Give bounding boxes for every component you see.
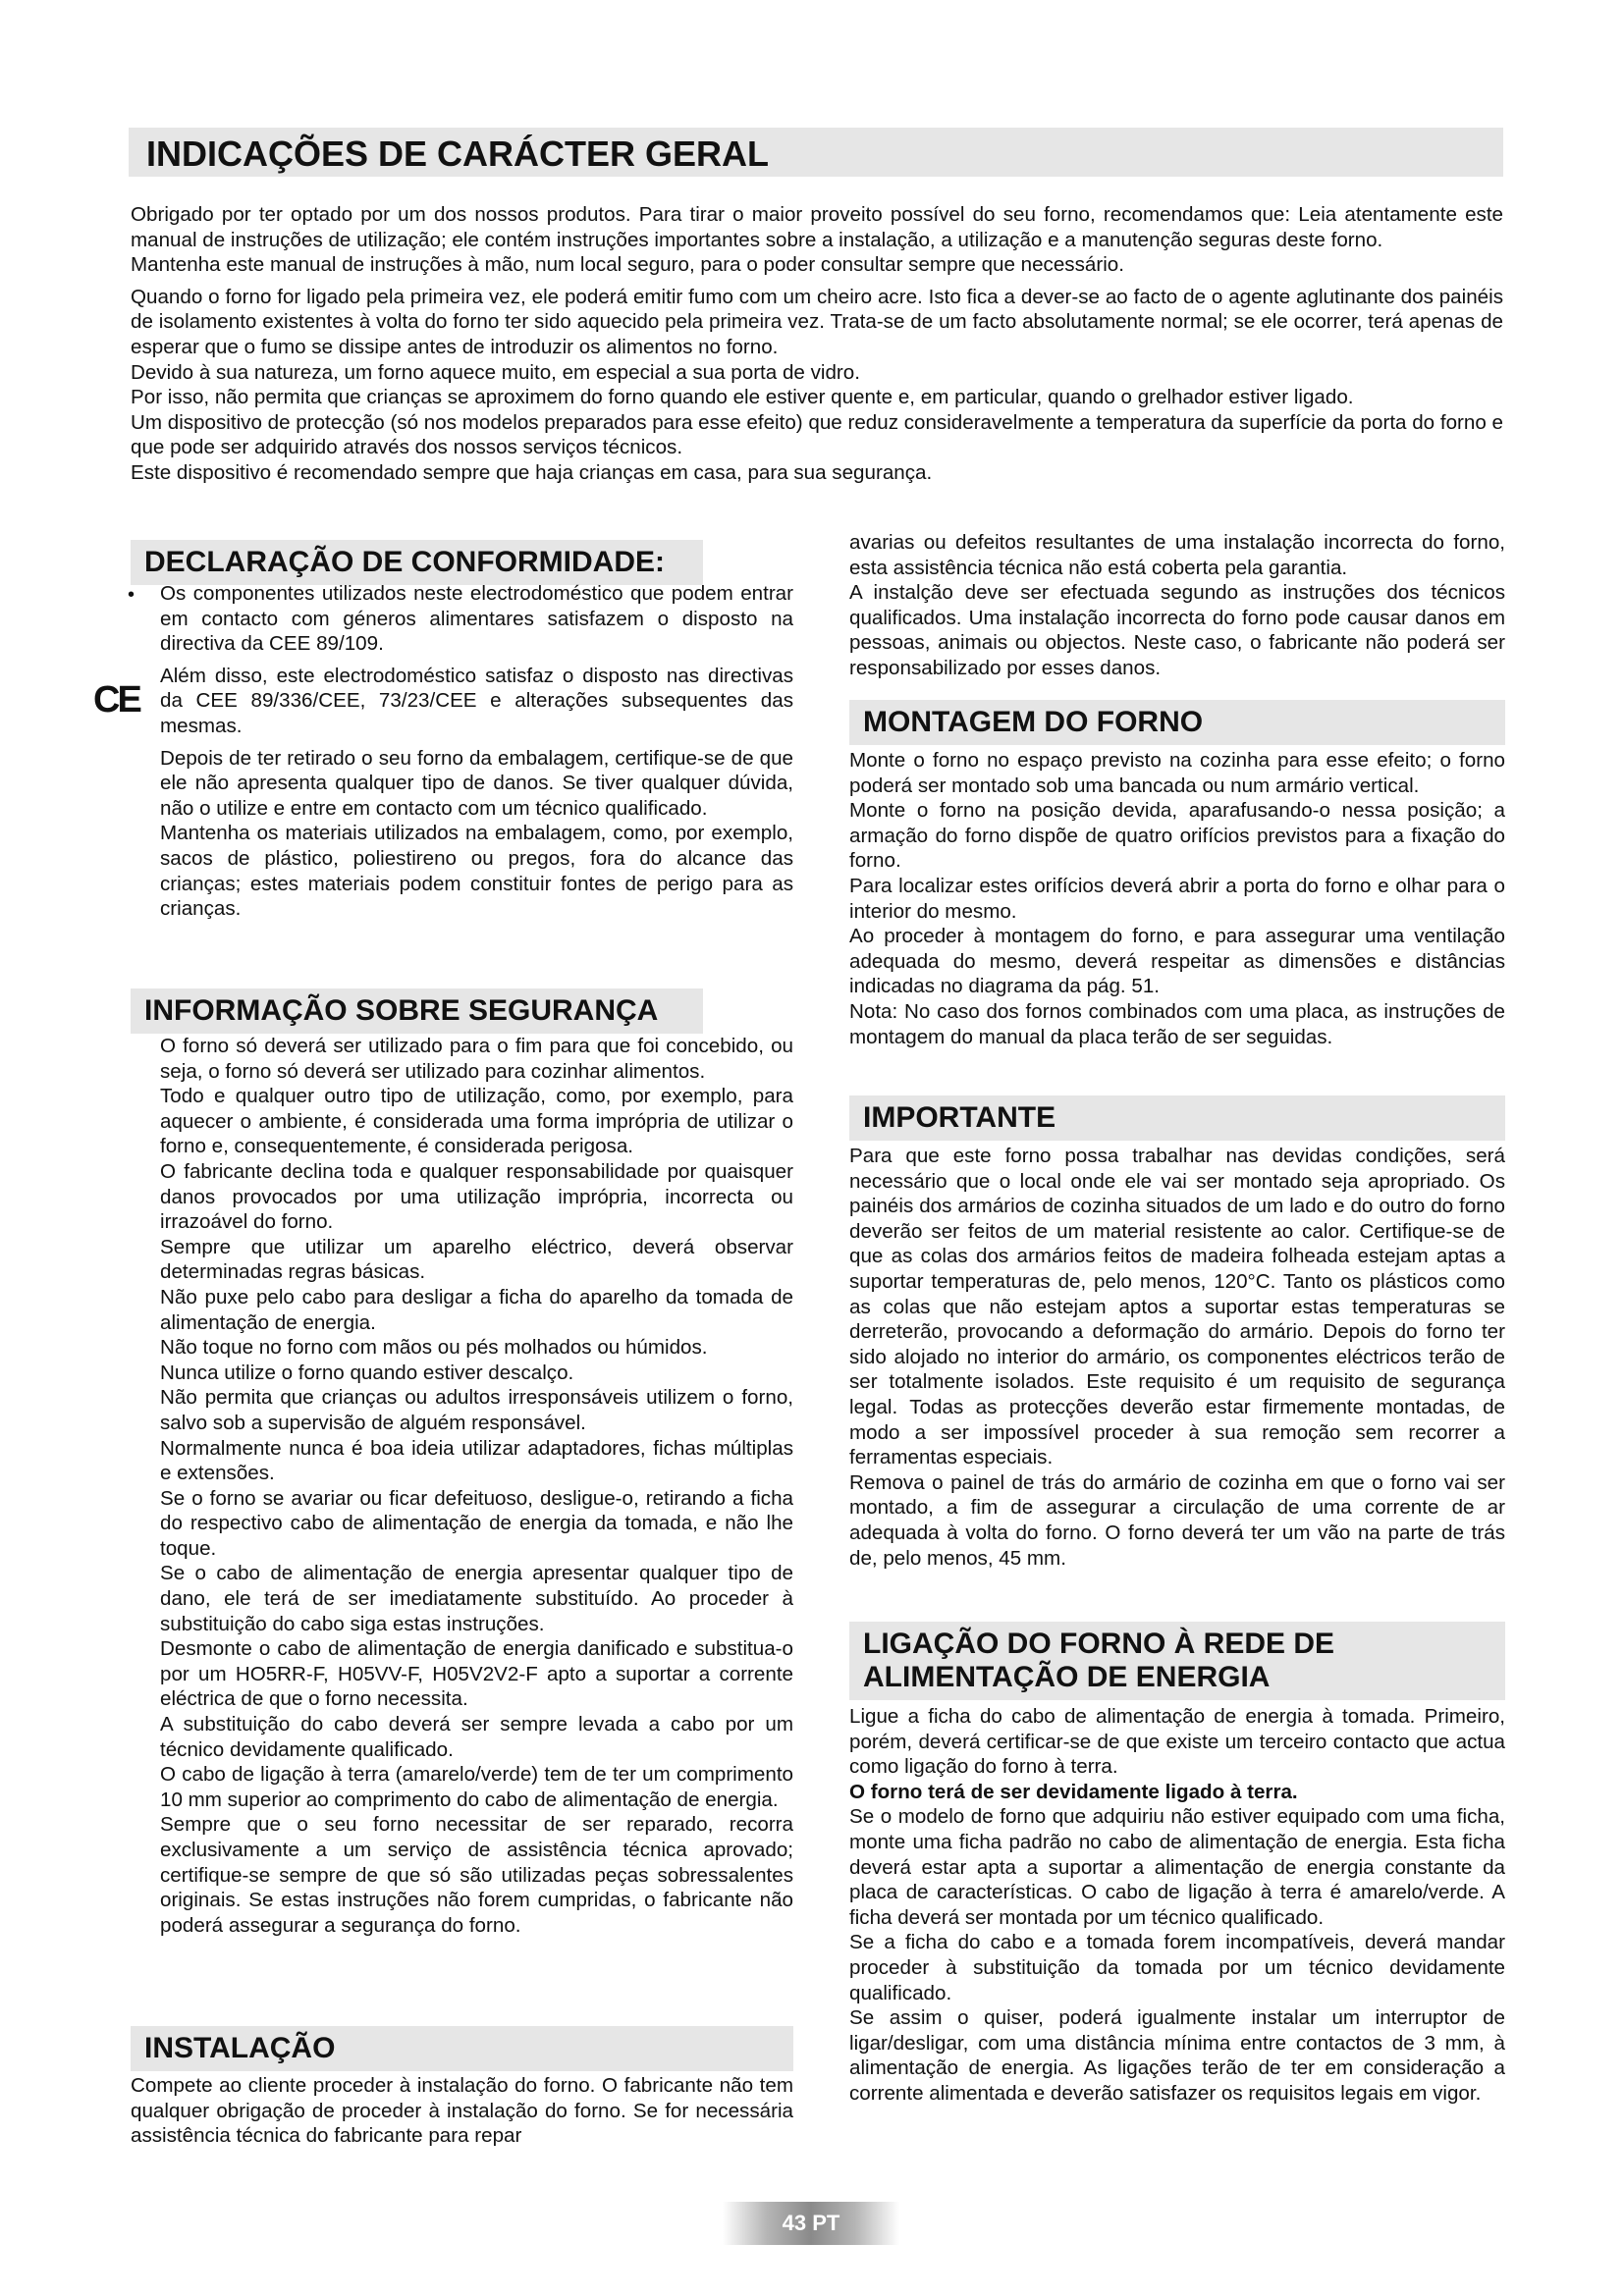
montagem-heading: MONTAGEM DO FORNO	[849, 700, 1505, 745]
ligacao-heading-line-2: ALIMENTAÇÃO DE ENERGIA	[863, 1661, 1271, 1693]
informacao-paragraph: Sempre que o seu forno necessitar de ser reparado, recorra exclusivamente a um serviço de assistência técnica aprovado; certifique-se sempre de que só são utilizadas peças sobressalentes originais. Se estas instruções não forem cumpridas, o fabricante não poderá assegurar a segurança do forno.	[160, 1813, 793, 1937]
montagem-paragraph: Nota: No caso dos fornos combinados com uma placa, as instruções de montagem do manual da placa terão de ser seguidas.	[849, 999, 1505, 1048]
informacao-heading: INFORMAÇÃO SOBRE SEGURANÇA	[131, 988, 703, 1034]
informacao-paragraph: Todo e qualquer outro tipo de utilização, como, por exemplo, para aquecer o ambiente, é considerada uma forma imprópria de utilizar o forno e, consequentemente, é considerada perigosa.	[160, 1085, 793, 1158]
right-top-paragraph: avarias ou defeitos resultantes de uma instalação incorrecta do forno, esta assistência técnica não está coberta pela garantia.	[849, 531, 1505, 579]
ce-mark-icon: CE	[93, 679, 139, 721]
declaracao-paragraph: Depois de ter retirado o seu forno da embalagem, certifique-se de que ele não apresenta qualquer tipo de danos. Se tiver qualquer dúvida, não o utilize e entre em contacto com um técnico qualificado.	[160, 746, 793, 820]
ligacao-paragraph: Se assim o quiser, poderá igualmente instalar um interruptor de ligar/desligar, com uma distância mínima entre contactos de 3 mm, à alimentação de energia. As ligações terão de ter em consideração a corrente alimentada e deverão satisfazer os requisitos legais em vigor.	[849, 2006, 1505, 2105]
page-number: 43 PT	[723, 2202, 899, 2245]
importante-section	[849, 1144, 1505, 1571]
montagem-section	[849, 748, 1505, 1049]
ligacao-paragraph: Se o modelo de forno que adquiriu não estiver equipado com uma ficha, monte uma ficha padrão no cabo de alimentação de energia. Esta ficha deverá estar apta a suportar a alimentação de energia constante da placa de características. O cabo de ligação à terra é amarelo/verde. A ficha deverá ser montada por um técnico qualificado.	[849, 1805, 1505, 1929]
informacao-paragraph: Nunca utilize o forno quando estiver descalço.	[160, 1361, 574, 1384]
montagem-paragraph: Monte o forno na posição devida, aparafusando-o nessa posição; a armação do forno dispõe de quatro orifícios previstos para a fixação do forno.	[849, 799, 1505, 873]
informacao-paragraph: O forno só deverá ser utilizado para o fim para que foi concebido, ou seja, o forno só deverá ser utilizado para cozinhar alimentos.	[160, 1035, 793, 1083]
intro-paragraph: Quando o forno for ligado pela primeira vez, ele poderá emitir fumo com um cheiro acre. Isto fica a dever-se ao facto de o agente aglutinante dos painéis de isolamento existentes à volta do forno ter sido aquecido pela primeira vez. Trata-se de um facto absolutamente normal; se ele ocorrer, terá apenas de esperar que o fumo se dissipe antes de introduzir os alimentos no forno.	[131, 285, 1503, 358]
montagem-paragraph: Ao proceder à montagem do forno, e para assegurar uma ventilação adequada do mesmo, deverá respeitar as dimensões e distâncias indicadas no diagrama da pág. 51.	[849, 925, 1505, 998]
informacao-paragraph: Não permita que crianças ou adultos irresponsáveis utilizem o forno, salvo sob a supervisão de alguém responsável.	[160, 1386, 793, 1434]
right-top-section	[849, 530, 1505, 681]
informacao-paragraph: A substituição do cabo deverá ser sempre levada a cabo por um técnico devidamente qualificado.	[160, 1713, 793, 1761]
ligacao-heading-line-1: LIGAÇÃO DO FORNO À REDE DE	[863, 1628, 1335, 1660]
declaracao-paragraph: Os componentes utilizados neste electrodoméstico que podem entrar em contacto com géneros alimentares satisfazem o disposto na directiva da CEE 89/109.	[160, 582, 793, 656]
intro-paragraph: Devido à sua natureza, um forno aquece muito, em especial a sua porta de vidro.	[131, 360, 860, 384]
montagem-paragraph: Monte o forno no espaço previsto na cozinha para esse efeito; o forno poderá ser montado sob uma bancada ou num armário vertical.	[849, 749, 1505, 797]
declaracao-paragraph: Além disso, este electrodoméstico satisfaz o disposto nas directivas da CEE 89/336/CEE, 73/23/CEE e alterações subsequentes das mesmas.	[160, 664, 793, 737]
intro-paragraph: Mantenha este manual de instruções à mão, num local seguro, para o poder consultar sempre que necessário.	[131, 253, 1124, 277]
informacao-paragraph: Não toque no forno com mãos ou pés molhados ou húmidos.	[160, 1336, 708, 1360]
instalacao-paragraph: Compete ao cliente proceder à instalação do forno. O fabricante não tem qualquer obrigação de proceder à instalação do forno. Se for necessária assistência técnica do fabricante para repar	[131, 2074, 793, 2148]
informacao-paragraph: Se o cabo de alimentação de energia apresentar qualquer tipo de dano, ele terá de ser imediatamente substituído. Ao proceder à substituição do cabo siga estas instruções.	[160, 1562, 793, 1635]
informacao-paragraph: Se o forno se avariar ou ficar defeituoso, desligue-o, retirando a ficha do respectivo cabo de alimentação de energia da tomada, e não lhe toque.	[160, 1486, 793, 1560]
informacao-paragraph: Não puxe pelo cabo para desligar a ficha do aparelho da tomada de alimentação de energia.	[160, 1285, 793, 1334]
informacao-paragraph: O fabricante declina toda e qualquer responsabilidade por quaisquer danos provocados por uma utilização imprópria, incorrecta ou irrazoável do forno.	[160, 1159, 793, 1234]
bullet-icon: •	[128, 584, 135, 606]
instalacao-heading: INSTALAÇÃO	[131, 2026, 793, 2071]
declaracao-section	[160, 581, 793, 922]
ligacao-heading	[849, 1622, 1505, 1700]
ligacao-paragraph: Ligue a ficha do cabo de alimentação de energia à tomada. Primeiro, porém, deverá certificar-se de que existe um terceiro contacto que actua como ligação do forno à terra.	[849, 1705, 1505, 1779]
instalacao-section	[131, 2073, 793, 2149]
informacao-paragraph: Normalmente nunca é boa ideia utilizar adaptadores, fichas múltiplas e extensões.	[160, 1436, 793, 1485]
importante-paragraph: Para que este forno possa trabalhar nas devidas condições, será necessário que o local onde ele vai ser montado seja apropriado. Os painéis dos armários de cozinha situados de um lado e do outro do forno deverão ser feitos de um material resistente ao calor. Certifique-se de que as colas dos armários feitos de madeira folheada estejam aptas a suportar temperaturas de, pelo menos, 120°C. Tanto os plásticos como as colas que não estejam aptos a suportar estas temperaturas se derreterão, provocando a deformação do armário. Depois do forno ter sido alojado no interior do armário, os componentes eléctricos terão de ser totalmente isolados. Este requisito é um requisito de segurança legal. Todas as protecções deverão estar firmemente montadas, de modo a ser impossível proceder à sua remoção sem recorrer a ferramentas especiais.	[849, 1145, 1505, 1469]
right-top-paragraph: A instalção deve ser efectuada segundo as instruções dos técnicos qualificados. Uma instalação incorrecta do forno pode causar danos em pessoas, animais ou objectos. Neste caso, o fabricante não poderá ser responsabilizado por esses danos.	[849, 581, 1505, 679]
ligacao-paragraph: Se a ficha do cabo e a tomada forem incompatíveis, deverá mandar proceder à substituição da tomada por um técnico devidamente qualificado.	[849, 1931, 1505, 2004]
declaracao-paragraph: Mantenha os materiais utilizados na embalagem, como, por exemplo, sacos de plástico, poliestireno ou pregos, fora do alcance das crianças; estes materiais podem constituir fontes de perigo para as crianças.	[160, 822, 793, 921]
informacao-paragraph: Sempre que utilizar um aparelho eléctrico, deverá observar determinadas regras básicas.	[160, 1235, 793, 1284]
importante-heading: IMPORTANTE	[849, 1095, 1505, 1141]
declaracao-heading: DECLARAÇÃO DE CONFORMIDADE:	[131, 540, 703, 585]
intro-paragraph: Obrigado por ter optado por um dos nossos produtos. Para tirar o maior proveito possível do seu forno, recomendamos que: Leia atentamente este manual de instruções de utilização; ele contém instruções importantes sobre a instalação, a utilização e a manutenção seguras deste forno.	[131, 203, 1503, 251]
intro-paragraph: Este dispositivo é recomendado sempre que haja crianças em casa, para sua segurança.	[131, 460, 933, 484]
ligacao-bold-note: O forno terá de ser devidamente ligado à terra.	[849, 1780, 1298, 1803]
informacao-paragraph: O cabo de ligação à terra (amarelo/verde) tem de ter um comprimento 10 mm superior ao comprimento do cabo de alimentação de energia.	[160, 1763, 793, 1811]
ligacao-section	[849, 1704, 1505, 2107]
informacao-section	[160, 1034, 793, 1938]
intro-section	[131, 202, 1503, 486]
intro-paragraph: Por isso, não permita que crianças se aproximem do forno quando ele estiver quente e, em particular, quando o grelhador estiver ligado.	[131, 386, 1354, 409]
montagem-paragraph: Para localizar estes orifícios deverá abrir a porta do forno e olhar para o interior do mesmo.	[849, 874, 1505, 923]
informacao-paragraph: Desmonte o cabo de alimentação de energia danificado e substitua-o por um HO5RR-F, H05VV-F, H05V2V2-F apto a suportar a corrente eléctrica de que o forno necessita.	[160, 1637, 793, 1711]
intro-paragraph: Um dispositivo de protecção (só nos modelos preparados para esse efeito) que reduz consideravelmente a temperatura da superfície da porta do forno e que pode ser adquirido através dos nossos serviços técnicos.	[131, 410, 1503, 459]
main-heading: INDICAÇÕES DE CARÁCTER GERAL	[129, 128, 1503, 177]
importante-paragraph: Remova o painel de trás do armário de cozinha em que o forno vai ser montado, a fim de assegurar a circulação de uma corrente de ar adequada à volta do forno. O forno deverá ter um vão na parte de trás de, pelo menos, 45 mm.	[849, 1470, 1505, 1570]
